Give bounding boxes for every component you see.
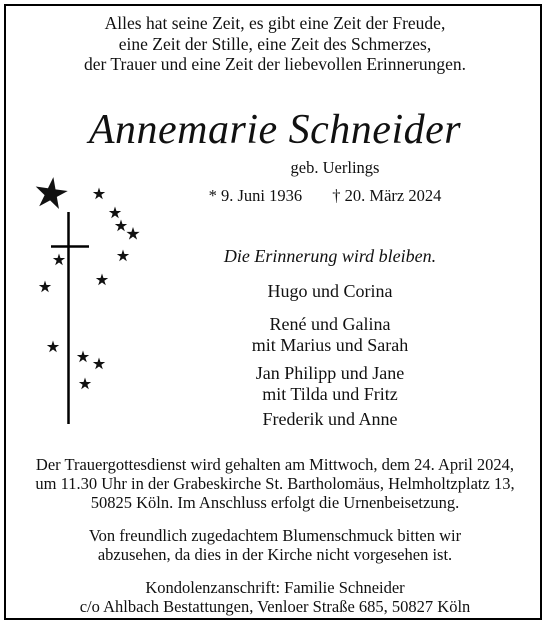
deceased-name: Annemarie Schneider [88, 107, 462, 153]
birth-name: geb. Uerlings [290, 158, 380, 177]
star-icon [115, 220, 127, 232]
star-icon [39, 281, 51, 293]
service-line: um 11.30 Uhr in der Grabeskirche St. Bartholomäus, Helmholtzplatz 13, [35, 474, 515, 493]
mourner-group [55, 281, 550, 302]
mourner-line: Frederik und Anne [262, 409, 398, 429]
service-announcement [0, 455, 550, 512]
mourner-line: René und Galina [269, 314, 391, 334]
motto: Die Erinnerung wird bleiben. [223, 246, 437, 266]
flowers-line: abzusehen, da dies in der Kirche nicht vorgesehen ist. [97, 545, 453, 564]
star-icon [109, 207, 121, 219]
service-line: Der Trauergottesdienst wird gehalten am Mittwoch, dem 24. April 2024, [35, 455, 515, 474]
contact-line: Kondolenzanschrift: Familie Schneider [145, 578, 405, 597]
mourner-group [55, 314, 550, 356]
star-icon [33, 175, 69, 210]
mourner-line: Jan Philipp und Jane [255, 363, 405, 383]
mourner-group [55, 363, 550, 405]
contact-line: c/o Ahlbach Bestattungen, Venloer Straße 685, 50827 Köln [79, 597, 471, 616]
mourner-line: mit Marius und Sarah [251, 335, 409, 355]
mourner-group [55, 409, 550, 430]
flowers-line: Von freundlich zugedachtem Blumenschmuck bitten wir [88, 526, 462, 545]
verse-line: eine Zeit der Stille, eine Zeit des Schmerzes, [118, 33, 432, 54]
star-icon [126, 227, 139, 240]
verse-line: der Trauer und eine Zeit der liebevollen Erinnerungen. [84, 54, 466, 74]
service-line: 50825 Köln. Im Anschluss erfolgt die Urnenbeisetzung. [90, 493, 460, 512]
mourner-line: Hugo und Corina [267, 281, 393, 301]
verse-line: Alles hat seine Zeit, es gibt eine Zeit der Freude, [104, 13, 446, 33]
condolence-address [0, 578, 550, 616]
birth-date: * 9. Juni 1936 [208, 186, 303, 205]
death-date: † 20. März 2024 [332, 186, 442, 205]
flowers-note [0, 526, 550, 564]
mourner-line: mit Tilda und Fritz [262, 384, 398, 404]
star-icon [93, 188, 105, 200]
